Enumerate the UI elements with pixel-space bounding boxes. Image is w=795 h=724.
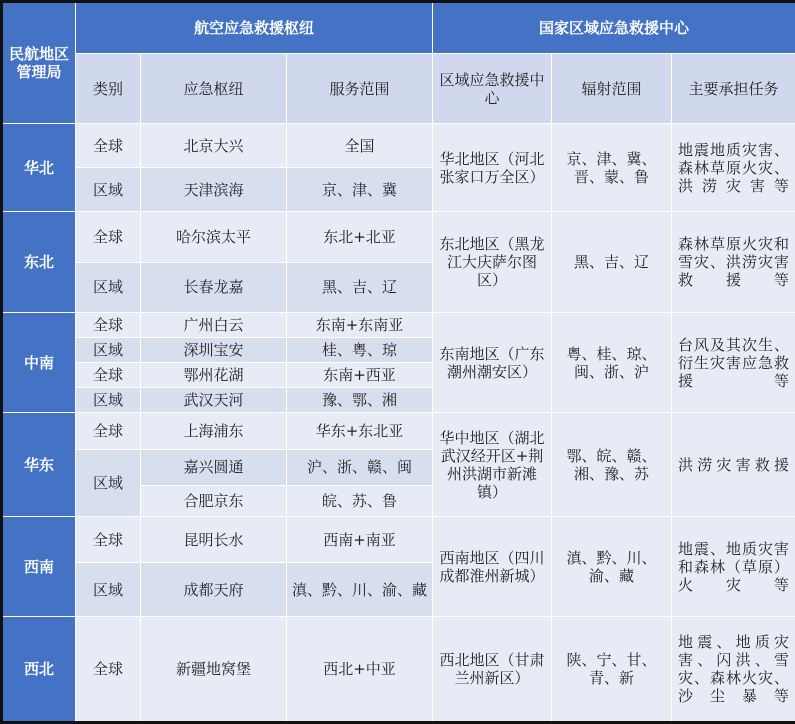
hub-scope: 西北+中亚 [287, 617, 433, 723]
hub-name: 长春龙嘉 [141, 262, 287, 312]
radiation-scope: 滇、黔、川、渝、藏 [552, 516, 672, 616]
hub-name: 鄂州花湖 [141, 363, 287, 388]
region-name: 华东 [2, 413, 76, 516]
header-main-tasks: 主要承担任务 [672, 54, 795, 124]
region-name: 华北 [2, 124, 76, 212]
region-name: 西北 [2, 617, 76, 723]
main-tasks: 台风及其次生、衍生灾害应急救援等 [672, 312, 795, 413]
regional-center: 华北地区（河北张家口万全区） [433, 124, 552, 212]
regional-center: 西北地区（甘肃兰州新区） [433, 617, 552, 723]
radiation-scope: 粤、桂、琼、闽、浙、沪 [552, 312, 672, 413]
hub-category: 全球 [76, 516, 141, 562]
hub-category: 区域 [76, 388, 141, 413]
hub-scope: 东南+东南亚 [287, 312, 433, 337]
hub-scope: 全国 [287, 124, 433, 168]
main-tasks: 森林草原火灾和雪灾、洪涝灾害救援等 [672, 212, 795, 313]
hub-category: 区域 [76, 563, 141, 617]
hub-scope: 东北+北亚 [287, 212, 433, 262]
hub-name: 昆明长水 [141, 516, 287, 562]
hub-category: 全球 [76, 413, 141, 449]
hub-category: 全球 [76, 212, 141, 262]
header-regional-center: 区域应急救援中心 [433, 54, 552, 124]
hub-category: 区域 [76, 262, 141, 312]
main-tasks: 地震、地质灾害和森林（草原）火灾等 [672, 516, 795, 616]
hub-scope: 西南+南亚 [287, 516, 433, 562]
regional-center: 西南地区（四川成都淮州新城） [433, 516, 552, 616]
hub-category: 全球 [76, 312, 141, 337]
header-admin-bureau: 民航地区管理局 [2, 2, 76, 124]
main-tasks: 地震地质灾害、森林草原火灾、洪涝灾害等 [672, 124, 795, 212]
hub-category: 全球 [76, 124, 141, 168]
hub-scope: 桂、粤、琼 [287, 338, 433, 363]
hub-name: 合肥京东 [141, 485, 287, 516]
region-name: 中南 [2, 312, 76, 413]
radiation-scope: 陕、宁、甘、青、新 [552, 617, 672, 723]
regional-center: 东南地区（广东潮州潮安区） [433, 312, 552, 413]
hub-name: 天津滨海 [141, 168, 287, 212]
regional-center: 东北地区（黑龙江大庆萨尔图区） [433, 212, 552, 313]
hub-category: 区域 [76, 449, 141, 516]
header-radiation-scope: 辐射范围 [552, 54, 672, 124]
hub-scope: 华东+东北亚 [287, 413, 433, 449]
header-service-scope: 服务范围 [287, 54, 433, 124]
hub-name: 上海浦东 [141, 413, 287, 449]
hub-scope: 沪、浙、赣、闽 [287, 449, 433, 485]
radiation-scope: 京、津、冀、晋、蒙、鲁 [552, 124, 672, 212]
hub-name: 新疆地窝堡 [141, 617, 287, 723]
hub-category: 区域 [76, 168, 141, 212]
hub-name: 北京大兴 [141, 124, 287, 168]
hub-scope: 东南+西亚 [287, 363, 433, 388]
header-hub: 应急枢纽 [141, 54, 287, 124]
hub-name: 深圳宝安 [141, 338, 287, 363]
main-tasks: 地震、地质灾害、闪洪、雪灾、森林火灾、沙尘暴等 [672, 617, 795, 723]
header-category: 类别 [76, 54, 141, 124]
hub-name: 广州白云 [141, 312, 287, 337]
regional-center: 华中地区（湖北武汉经开区+荆州洪湖市新滩镇） [433, 413, 552, 516]
header-aviation-hub-group: 航空应急救援枢纽 [76, 2, 433, 54]
hub-name: 嘉兴圆通 [141, 449, 287, 485]
hub-scope: 京、津、冀 [287, 168, 433, 212]
hub-category: 全球 [76, 363, 141, 388]
hub-scope: 滇、黔、川、渝、藏 [287, 563, 433, 617]
radiation-scope: 鄂、皖、赣、湘、豫、苏 [552, 413, 672, 516]
hub-name: 哈尔滨太平 [141, 212, 287, 262]
hub-scope: 黑、吉、辽 [287, 262, 433, 312]
region-name: 西南 [2, 516, 76, 616]
main-tasks: 洪涝灾害救援 [672, 413, 795, 516]
hub-name: 成都天府 [141, 563, 287, 617]
hub-scope: 皖、苏、鲁 [287, 485, 433, 516]
region-name: 东北 [2, 212, 76, 313]
radiation-scope: 黑、吉、辽 [552, 212, 672, 313]
hub-name: 武汉天河 [141, 388, 287, 413]
hub-category: 区域 [76, 338, 141, 363]
hub-scope: 豫、鄂、湘 [287, 388, 433, 413]
header-national-center-group: 国家区域应急救援中心 [433, 2, 795, 54]
hub-category: 全球 [76, 617, 141, 723]
